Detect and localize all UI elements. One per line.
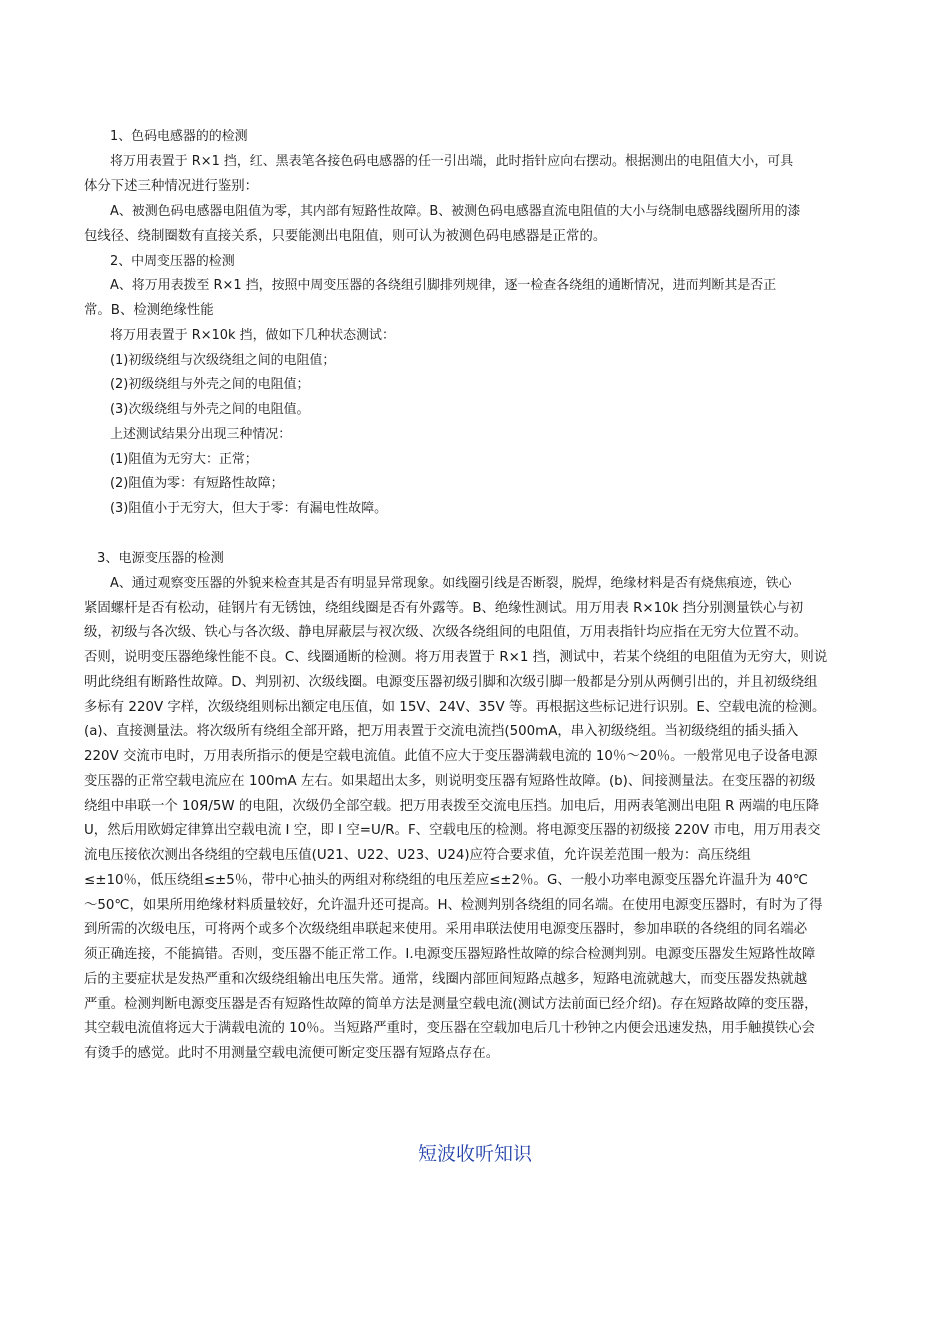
paragraph-line: 多标有 220V 字样，次级绕组则标出额定电压值，如 15V、24V、35V 等。再根据这些标记进行识别。E、空载电流的检测。 <box>84 700 826 715</box>
paragraph-line: 级，初级与各次级、铁心与各次级、静电屏蔽层与衩次级、次级各绕组间的电阻值，万用表指针均应指在无穷大位置不动。 <box>84 625 808 640</box>
next-article-title: 短波收听知识 <box>417 1143 532 1165</box>
paragraph-line: 否则，说明变压器绝缘性能不良。C、线圈通断的检测。将万用表置于 R×1 挡，测试中，若某个绕组的电阻值为无穷大，则说 <box>84 650 828 665</box>
paragraph-line: 到所需的次级电压，可将两个或多个次级绕组串联起来使用。采用串联法使用电源变压器时，参加串联的各绕组的同名端必 <box>84 922 808 937</box>
paragraph-line: A、通过观察变压器的外貌来检查其是否有明显异常现象。如线圈引线是否断裂，脱焊，绝缘材料是否有烧焦痕迹，铁心 <box>110 576 792 591</box>
list-item: (1)初级绕组与次级绕组之间的电阻值； <box>110 353 336 368</box>
paragraph-line: 变压器的正常空载电流应在 100mA 左右。如果超出太多，则说明变压器有短路性故障。(b)、间接测量法。在变压器的初级 <box>84 774 816 789</box>
paragraph-line: U，然后用欧姆定律算出空载电流 I 空，即 I 空=U/R。F、空载电压的检测。将电源变压器的初级接 220V 市电，用万用表交 <box>84 823 821 838</box>
paragraph-line: 常。B、检测绝缘性能 <box>84 303 214 318</box>
paragraph-line: 上述测试结果分出现三种情况： <box>110 427 292 442</box>
list-item: (3)阻值小于无穷大，但大于零：有漏电性故障。 <box>110 501 388 516</box>
paragraph-line: 其空载电流值将远大于满载电流的 10％。当短路严重时，变压器在空载加电后几十秒钟之内便会迅速发热，用手触摸铁心会 <box>84 1021 815 1036</box>
section-heading-if-transformer: 2、中周变压器的检测 <box>110 254 235 269</box>
paragraph-line: 将万用表置于 R×10k 挡，做如下几种状态测试： <box>110 328 395 343</box>
list-item: (2)初级绕组与外壳之间的电阻值； <box>110 377 310 392</box>
paragraph-line: 包线径、绕制圈数有直接关系，只要能测出电阻值，则可认为被测色码电感器是正常的。 <box>84 229 607 244</box>
paragraph-line: 后的主要症状是发热严重和次级绕组输出电压失常。通常，线圈内部匝间短路点越多，短路电流就越大，而变压器发热就越 <box>84 972 808 987</box>
paragraph-line: 明此绕组有断路性故障。D、判别初、次级线圈。电源变压器初级引脚和次级引脚一般都是分别从两侧引出的，并且初级绕组 <box>84 675 818 690</box>
paragraph-line: 有烫手的感觉。此时不用测量空载电流便可断定变压器有短路点存在。 <box>84 1046 500 1061</box>
paragraph-line: ～50℃，如果所用绝缘材料质量较好，允许温升还可提高。H、检测判别各绕组的同名端。在使用电源变压器时，有时为了得 <box>84 898 823 913</box>
paragraph-line: 须正确连接，不能搞错。否则，变压器不能正常工作。I.电源变压器短路性故障的综合检测判别。电源变压器发生短路性故障 <box>84 947 816 962</box>
paragraph-line: ≤±10％，低压绕组≤±5％，带中心抽头的两组对称绕组的电压差应≤±2％。G、一般小功率电源变压器允许温升为 40℃ <box>84 873 808 888</box>
paragraph-line: A、被测色码电感器电阻值为零，其内部有短路性故障。B、被测色码电感器直流电阻值的大小与绕制电感器线圈所用的漆 <box>110 204 801 219</box>
section-heading-color-code-inductor: 1、色码电感器的的检测 <box>110 129 248 144</box>
paragraph-line: 体分下述三种情况进行鉴别： <box>84 179 259 194</box>
section-heading-power-transformer: 3、电源变压器的检测 <box>97 551 224 566</box>
paragraph-line: 流电压接依次测出各绕组的空载电压值(U21、U22、U23、U24)应符合要求值，允许误差范围一般为：高压绕组 <box>84 848 751 863</box>
paragraph-line: 绕组中串联一个 10Я/5W 的电阻，次级仍全部空载。把万用表拨至交流电压挡。加电后，用两表笔测出电阻 R 两端的电压降 <box>84 799 820 814</box>
list-item: (3)次级绕组与外壳之间的电阻值。 <box>110 402 310 417</box>
paragraph-line: 将万用表置于 R×1 挡，红、黑表笔各接色码电感器的任一引出端，此时指针应向右摆动。根据测出的电阻值大小，可具 <box>110 154 794 169</box>
paragraph-line: 220V 交流市电时，万用表所指示的便是空载电流值。此值不应大于变压器满载电流的 10％～20％。一般常见电子设备电源 <box>84 749 818 764</box>
list-item: (2)阻值为零：有短路性故障； <box>110 476 284 491</box>
paragraph-line: 严重。检测判断电源变压器是否有短路性故障的简单方法是测量空载电流(测试方法前面已经介绍)。存在短路故障的变压器， <box>84 997 818 1012</box>
list-item: (1)阻值为无穷大：正常； <box>110 452 258 467</box>
paragraph-line: 紧固螺杆是否有松动，硅钢片有无锈蚀，绕组线圈是否有外露等。B、绝缘性测试。用万用表 R×10k 挡分别测量铁心与初 <box>84 601 804 616</box>
paragraph-line: A、将万用表拨至 R×1 挡，按照中周变压器的各绕组引脚排列规律，逐一检查各绕组的通断情况，进而判断其是否正 <box>110 278 777 293</box>
paragraph-line: (a)、直接测量法。将次级所有绕组全部开路，把万用表置于交流电流挡(500mA，串入初级绕组。当初级绕组的插头插入 <box>84 724 799 739</box>
